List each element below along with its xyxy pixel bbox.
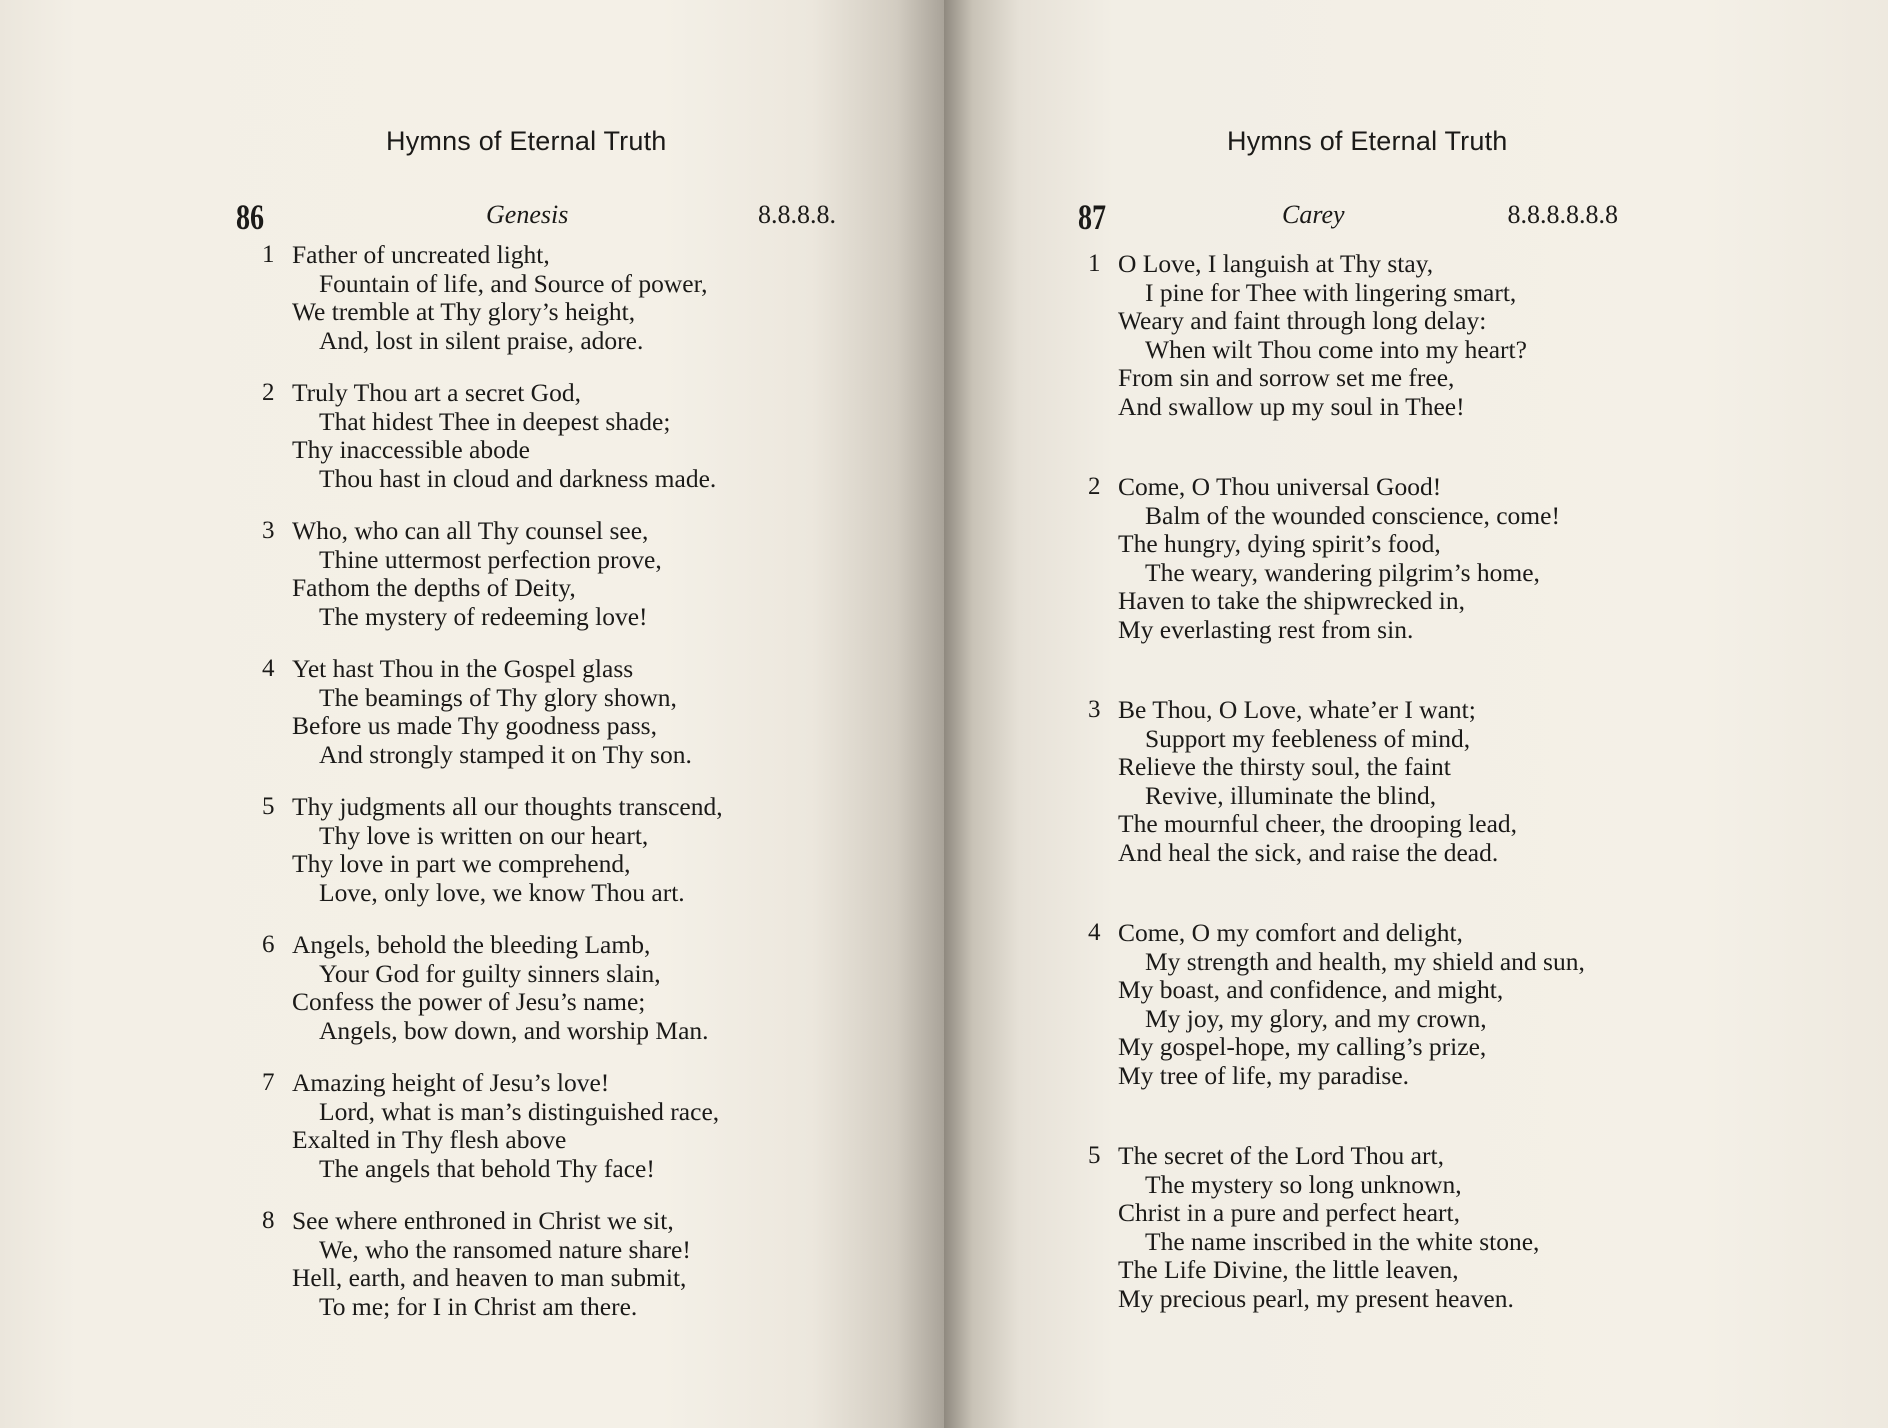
- verse-line: Amazing height of Jesu’s love!: [292, 1068, 610, 1097]
- verse-line: The hungry, dying spirit’s food,: [1118, 529, 1441, 558]
- verse-line: Thine uttermost perfection prove,: [319, 544, 662, 574]
- verse-line: See where enthroned in Christ we sit,: [292, 1206, 674, 1235]
- verse-line: My tree of life, my paradise.: [1118, 1060, 1410, 1090]
- verse-line: The mystery so long unknown,: [1145, 1169, 1462, 1199]
- verse-line: The beamings of Thy glory shown,: [319, 682, 677, 712]
- verse: [1088, 1142, 1708, 1313]
- hymn-verses: [262, 241, 882, 1321]
- hymn-number: 86: [236, 197, 265, 237]
- verse-line: Angels, behold the bleeding Lamb,: [292, 930, 651, 959]
- hymn-meter: 8.8.8.8.: [758, 200, 836, 229]
- hymn-number: 87: [1078, 197, 1107, 237]
- verse-line: The name inscribed in the white stone,: [1145, 1226, 1540, 1256]
- verse: [262, 241, 882, 355]
- verse-number: 3: [1088, 696, 1101, 723]
- verse-line: I pine for Thee with lingering smart,: [1145, 277, 1517, 307]
- verse-line: The angels that behold Thy face!: [319, 1153, 655, 1183]
- verse-line: Hell, earth, and heaven to man submit,: [292, 1263, 687, 1292]
- verse-line: Thou hast in cloud and darkness made.: [319, 463, 717, 493]
- verse-line: Come, O my comfort and delight,: [1118, 918, 1463, 947]
- verse: [262, 655, 882, 769]
- hymn-verses: [1088, 250, 1708, 1313]
- verse-number: 2: [1088, 473, 1101, 500]
- verse-number: 1: [1088, 250, 1101, 277]
- verse-line: Be Thou, O Love, whate’er I want;: [1118, 695, 1476, 724]
- verse-number: 6: [262, 931, 275, 958]
- verse-line: My precious pearl, my present heaven.: [1118, 1283, 1514, 1313]
- running-head: Hymns of Eternal Truth: [386, 126, 667, 156]
- verse-line: Love, only love, we know Thou art.: [319, 877, 685, 907]
- verse-line: Fathom the depths of Deity,: [292, 573, 576, 602]
- verse-line: And, lost in silent praise, adore.: [319, 325, 644, 355]
- verse-number: 3: [262, 517, 275, 544]
- verse-line: My everlasting rest from sin.: [1118, 614, 1414, 644]
- verse-line: Who, who can all Thy counsel see,: [292, 516, 649, 545]
- verse: [262, 931, 882, 1045]
- verse-number: 4: [262, 655, 275, 682]
- verse-line: Truly Thou art a secret God,: [292, 378, 581, 407]
- verse-line: Before us made Thy goodness pass,: [292, 711, 657, 740]
- tune-name: Carey: [1282, 200, 1345, 229]
- verse-line: Thy inaccessible abode: [292, 435, 530, 464]
- verse: [262, 379, 882, 493]
- verse-line: Thy love in part we comprehend,: [292, 849, 631, 878]
- verse: [1088, 250, 1708, 421]
- verse: [262, 1069, 882, 1183]
- verse-line: Thy judgments all our thoughts transcend,: [292, 792, 723, 821]
- verse-line: From sin and sorrow set me free,: [1118, 363, 1455, 392]
- verse: [262, 793, 882, 907]
- hymn-header: [1078, 196, 1618, 240]
- verse-line: Revive, illuminate the blind,: [1145, 780, 1437, 810]
- hymn-header: [236, 196, 836, 240]
- verse-line: Your God for guilty sinners slain,: [319, 958, 661, 988]
- verse: [262, 1207, 882, 1321]
- verse-number: 7: [262, 1069, 275, 1096]
- verse-number: 5: [262, 793, 275, 820]
- verse-line: O Love, I languish at Thy stay,: [1118, 249, 1434, 278]
- verse-line: Father of uncreated light,: [292, 240, 550, 269]
- verse-line: The mystery of redeeming love!: [319, 601, 648, 631]
- verse-line: Weary and faint through long delay:: [1118, 306, 1487, 335]
- verse-line: Relieve the thirsty soul, the faint: [1118, 752, 1451, 781]
- verse-line: We tremble at Thy glory’s height,: [292, 297, 636, 326]
- verse-number: 4: [1088, 919, 1101, 946]
- verse-line: Come, O Thou universal Good!: [1118, 472, 1442, 501]
- verse-line: And heal the sick, and raise the dead.: [1118, 837, 1499, 867]
- verse-line: The mournful cheer, the drooping lead,: [1118, 809, 1518, 838]
- hymn-meter: 8.8.8.8.8.8: [1507, 200, 1618, 229]
- verse-line: Fountain of life, and Source of power,: [319, 268, 708, 298]
- verse-number: 8: [262, 1207, 275, 1234]
- right-page: [944, 0, 1888, 1428]
- tune-name: Genesis: [486, 200, 569, 229]
- verse-line: Christ in a pure and perfect heart,: [1118, 1198, 1460, 1227]
- verse-line: The secret of the Lord Thou art,: [1118, 1141, 1444, 1170]
- verse-line: My boast, and confidence, and might,: [1118, 975, 1504, 1004]
- verse-line: My strength and health, my shield and sun,: [1145, 946, 1585, 976]
- verse: [262, 517, 882, 631]
- verse-line: The weary, wandering pilgrim’s home,: [1145, 557, 1540, 587]
- verse-line: Confess the power of Jesu’s name;: [292, 987, 646, 1016]
- verse-line: When wilt Thou come into my heart?: [1145, 334, 1527, 364]
- verse-number: 2: [262, 379, 275, 406]
- verse: [1088, 473, 1708, 644]
- verse-line: Lord, what is man’s distinguished race,: [319, 1096, 720, 1126]
- verse-number: 1: [262, 241, 275, 268]
- verse-line: The Life Divine, the little leaven,: [1118, 1255, 1459, 1284]
- verse-line: Angels, bow down, and worship Man.: [319, 1015, 709, 1045]
- verse-line: We, who the ransomed nature share!: [319, 1234, 691, 1264]
- verse-line: Balm of the wounded conscience, come!: [1145, 500, 1560, 530]
- verse-line: And swallow up my soul in Thee!: [1118, 391, 1465, 421]
- verse-number: 5: [1088, 1142, 1101, 1169]
- verse-line: Haven to take the shipwrecked in,: [1118, 586, 1465, 615]
- running-head: Hymns of Eternal Truth: [1227, 126, 1508, 156]
- verse-line: Yet hast Thou in the Gospel glass: [292, 654, 634, 683]
- verse-line: And strongly stamped it on Thy son.: [319, 739, 692, 769]
- verse-line: My joy, my glory, and my crown,: [1145, 1003, 1487, 1033]
- verse: [1088, 696, 1708, 867]
- verse-line: Support my feebleness of mind,: [1145, 723, 1471, 753]
- verse-line: That hidest Thee in deepest shade;: [319, 406, 671, 436]
- verse-line: My gospel-hope, my calling’s prize,: [1118, 1032, 1487, 1061]
- verse: [1088, 919, 1708, 1090]
- verse-line: Thy love is written on our heart,: [319, 820, 649, 850]
- verse-line: To me; for I in Christ am there.: [319, 1291, 638, 1321]
- verse-line: Exalted in Thy flesh above: [292, 1125, 567, 1154]
